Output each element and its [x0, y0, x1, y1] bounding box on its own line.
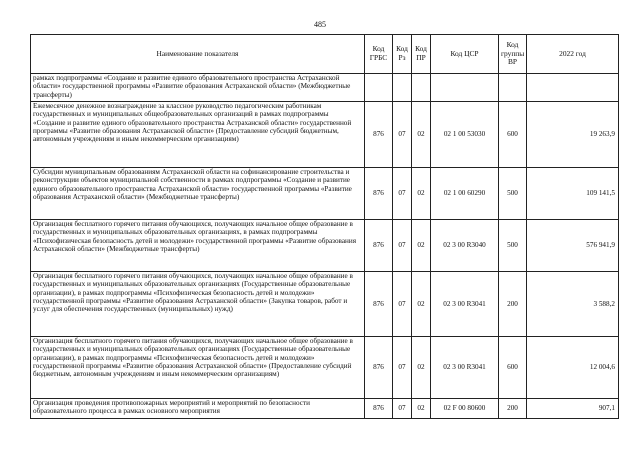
- row-grbs: 876: [365, 220, 393, 272]
- row-grbs: 876: [365, 102, 393, 168]
- row-name: Организация бесплатного горячего питания обучающихся, получающих начальное общее образование в государственных и муниципальных образовательных организациях (Государственные образовательные организации), в рамках подпрограммы «Психофизическая безопасность детей и молодежи» государственной программы «Развитие образования Астраханской области» (Закупка товаров, работ и услуг для обеспечения государственных (муниципальных) нужд): [31, 272, 365, 337]
- row-amount: 907,1: [527, 399, 619, 419]
- row-name: Организация бесплатного горячего питания обучающихся, получающих начальное общее образование в государственных и муниципальных образовательных организациях, в рамках подпрограммы «Психофизическая безопасность детей и молодежи» государственной программы «Развитие образования Астраханской области» (Межбюджетные трансферты): [31, 220, 365, 272]
- row-vr: 200: [499, 399, 527, 419]
- row-amount: 109 141,5: [527, 168, 619, 220]
- row-grbs: [365, 74, 393, 102]
- table-row: [31, 220, 619, 272]
- row-vr: 200: [499, 272, 527, 337]
- row-grbs: 876: [365, 168, 393, 220]
- header-grbs: Код ГРБС: [365, 35, 393, 74]
- header-name: Наименование показателя: [31, 35, 365, 74]
- budget-table: [30, 34, 619, 419]
- row-pr: [412, 74, 431, 102]
- row-csr: 02 1 00 60290: [431, 168, 499, 220]
- row-name: Субсидии муниципальным образованиям Астраханской области на софинансирование строительства и реконструкции объектов муниципальной собственности в рамках подпрограммы «Создание и развитие единого образовательного пространства Астраханской области» государственной программы «Развитие образования Астраханской области» (Межбюджетные трансферты): [31, 168, 365, 220]
- row-name: рамках подпрограммы «Создание и развитие единого образовательного пространства Астраханской области» государственной программы «Развитие образования Астраханской области» (Межбюджетные трансферты): [31, 74, 365, 102]
- header-rz: Код Рз: [393, 35, 412, 74]
- row-name: Организация проведения противопожарных мероприятий и мероприятий по безопасности образовательного процесса в рамках основного мероприятия: [31, 399, 365, 419]
- row-csr: 02 3 00 R3041: [431, 337, 499, 399]
- row-grbs: 876: [365, 399, 393, 419]
- row-pr: 02: [412, 399, 431, 419]
- header-vr: Код группы ВР: [499, 35, 527, 74]
- row-amount: 576 941,9: [527, 220, 619, 272]
- row-name: Ежемесячное денежное вознаграждение за классное руководство педагогическим работникам государственных и муниципальных общеобразовательных организаций в рамках подпрограммы «Создание и развитие единого образовательного пространства Астраханской области» государственной программы «Развитие образования Астраханской области» (Предоставление субсидий бюджетным, автономным учреждениям и иным некоммерческим организациям): [31, 102, 365, 168]
- row-rz: 07: [393, 220, 412, 272]
- row-pr: 02: [412, 272, 431, 337]
- row-grbs: 876: [365, 272, 393, 337]
- header-pr: Код ПР: [412, 35, 431, 74]
- table-row: [31, 74, 619, 102]
- row-rz: 07: [393, 168, 412, 220]
- row-pr: 02: [412, 102, 431, 168]
- row-pr: 02: [412, 168, 431, 220]
- row-csr: 02 3 00 R3040: [431, 220, 499, 272]
- row-vr: [499, 74, 527, 102]
- row-grbs: 876: [365, 337, 393, 399]
- row-rz: 07: [393, 337, 412, 399]
- row-amount: 12 004,6: [527, 337, 619, 399]
- row-amount: [527, 74, 619, 102]
- row-csr: 02 F 00 80600: [431, 399, 499, 419]
- row-vr: 600: [499, 102, 527, 168]
- header-csr: Код ЦСР: [431, 35, 499, 74]
- row-vr: 500: [499, 220, 527, 272]
- page-number: 485: [314, 20, 326, 29]
- table-row: [31, 337, 619, 399]
- table-row: [31, 399, 619, 419]
- row-rz: 07: [393, 272, 412, 337]
- table-row: [31, 168, 619, 220]
- table-header-row: [31, 35, 619, 74]
- row-csr: 02 1 00 53030: [431, 102, 499, 168]
- table-row: [31, 102, 619, 168]
- header-year: 2022 год: [527, 35, 619, 74]
- row-amount: 19 263,9: [527, 102, 619, 168]
- row-vr: 500: [499, 168, 527, 220]
- row-rz: 07: [393, 399, 412, 419]
- row-csr: [431, 74, 499, 102]
- row-pr: 02: [412, 337, 431, 399]
- table-row: [31, 272, 619, 337]
- row-rz: [393, 74, 412, 102]
- row-amount: 3 588,2: [527, 272, 619, 337]
- row-vr: 600: [499, 337, 527, 399]
- row-csr: 02 3 00 R3041: [431, 272, 499, 337]
- row-pr: 02: [412, 220, 431, 272]
- row-rz: 07: [393, 102, 412, 168]
- row-name: Организация бесплатного горячего питания обучающихся, получающих начальное общее образование в государственных и муниципальных образовательных организациях (Государственные образовательные организации), в рамках подпрограммы «Психофизическая безопасность детей и молодежи» государственной программы «Развитие образования Астраханской области» (Предоставление субсидий бюджетным, автономным учреждениям и иным некоммерческим организациям): [31, 337, 365, 399]
